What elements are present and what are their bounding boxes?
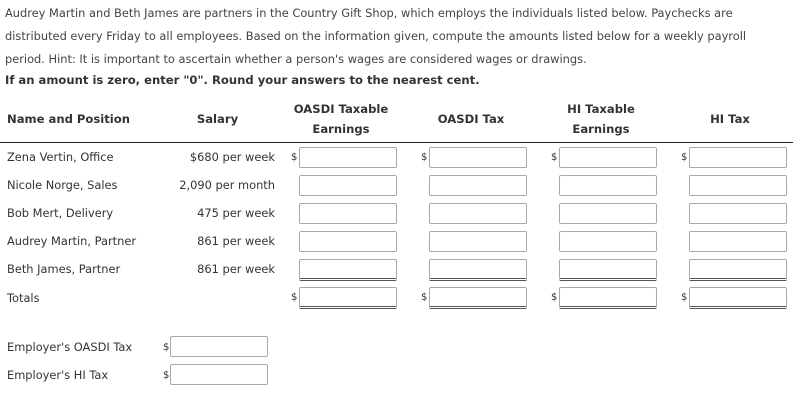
zena-oasdi-tax-input[interactable] <box>429 147 527 168</box>
header-oasdi-taxable-line2: Earnings <box>312 122 370 136</box>
row-name-zena-vertin: Zena Vertin, Office <box>7 150 114 164</box>
header-divider <box>0 142 793 143</box>
totals-label: Totals <box>7 291 40 305</box>
row-salary-audrey-martin: 861 per week <box>197 234 275 248</box>
dollar-sign: $ <box>291 292 298 303</box>
beth-oasdi-taxable-earnings-input[interactable] <box>299 259 397 281</box>
header-oasdi-tax: OASDI Tax <box>437 112 505 126</box>
nicole-hi-taxable-earnings-input[interactable] <box>559 175 657 196</box>
bob-oasdi-taxable-earnings-input[interactable] <box>299 203 397 224</box>
nicole-oasdi-tax-input[interactable] <box>429 175 527 196</box>
row-salary-nicole-norge: 2,090 per month <box>179 178 275 192</box>
header-salary: Salary <box>196 112 239 126</box>
nicole-hi-tax-input[interactable] <box>689 175 787 196</box>
dollar-sign: $ <box>551 292 558 303</box>
header-hi-taxable-line2: Earnings <box>572 122 630 136</box>
nicole-oasdi-taxable-earnings-input[interactable] <box>299 175 397 196</box>
audrey-hi-tax-input[interactable] <box>689 231 787 252</box>
problem-description: Audrey Martin and Beth James are partners in the Country Gift Shop, which employs the individuals listed below. Paychecks are distributed every Friday to all employees. Based on the information given, compute the amounts listed below for a weekly payroll period. Hint: It is important to ascertain whether a person's wages are considered wages or drawings. <box>5 6 747 66</box>
zena-oasdi-taxable-earnings-input[interactable] <box>299 147 397 168</box>
audrey-oasdi-taxable-earnings-input[interactable] <box>299 231 397 252</box>
audrey-hi-taxable-earnings-input[interactable] <box>559 231 657 252</box>
header-oasdi-taxable <box>280 99 402 139</box>
dollar-sign: $ <box>681 292 688 303</box>
beth-hi-taxable-earnings-input[interactable] <box>559 259 657 281</box>
header-hi-tax: HI Tax <box>710 112 750 126</box>
total-hi-taxable-earnings-input[interactable] <box>559 287 657 309</box>
audrey-oasdi-tax-input[interactable] <box>429 231 527 252</box>
dollar-sign: $ <box>681 152 688 163</box>
zena-hi-tax-input[interactable] <box>689 147 787 168</box>
beth-oasdi-tax-input[interactable] <box>429 259 527 281</box>
row-salary-beth-james: 861 per week <box>197 262 275 276</box>
row-salary-zena-vertin: $680 per week <box>189 150 275 164</box>
row-name-beth-james: Beth James, Partner <box>7 262 121 276</box>
dollar-sign: $ <box>421 152 428 163</box>
dollar-sign: $ <box>291 152 298 163</box>
row-salary-bob-mert: 475 per week <box>197 206 275 220</box>
bob-hi-tax-input[interactable] <box>689 203 787 224</box>
header-name-position: Name and Position <box>7 112 130 126</box>
row-name-audrey-martin: Audrey Martin, Partner <box>7 234 137 248</box>
dollar-sign: $ <box>421 292 428 303</box>
zena-hi-taxable-earnings-input[interactable] <box>559 147 657 168</box>
bob-hi-taxable-earnings-input[interactable] <box>559 203 657 224</box>
total-oasdi-taxable-earnings-input[interactable] <box>299 287 397 309</box>
header-hi-taxable <box>540 99 662 139</box>
employer-hi-tax-input[interactable] <box>170 364 268 385</box>
dollar-sign: $ <box>163 342 170 353</box>
total-oasdi-tax-input[interactable] <box>429 287 527 309</box>
dollar-sign: $ <box>551 152 558 163</box>
dollar-sign: $ <box>163 370 170 381</box>
employer-oasdi-tax-input[interactable] <box>170 336 268 357</box>
total-hi-tax-input[interactable] <box>689 287 787 309</box>
row-name-bob-mert: Bob Mert, Delivery <box>7 206 114 220</box>
beth-hi-tax-input[interactable] <box>689 259 787 281</box>
row-name-nicole-norge: Nicole Norge, Sales <box>7 178 118 192</box>
employer-oasdi-label: Employer's OASDI Tax <box>7 340 133 354</box>
header-hi-taxable-line1: HI Taxable <box>567 102 635 116</box>
header-oasdi-taxable-line1: OASDI Taxable <box>293 102 389 116</box>
instruction-text: If an amount is zero, enter "0". Round your answers to the nearest cent. <box>5 73 480 87</box>
employer-hi-label: Employer's HI Tax <box>7 368 109 382</box>
bob-oasdi-tax-input[interactable] <box>429 203 527 224</box>
